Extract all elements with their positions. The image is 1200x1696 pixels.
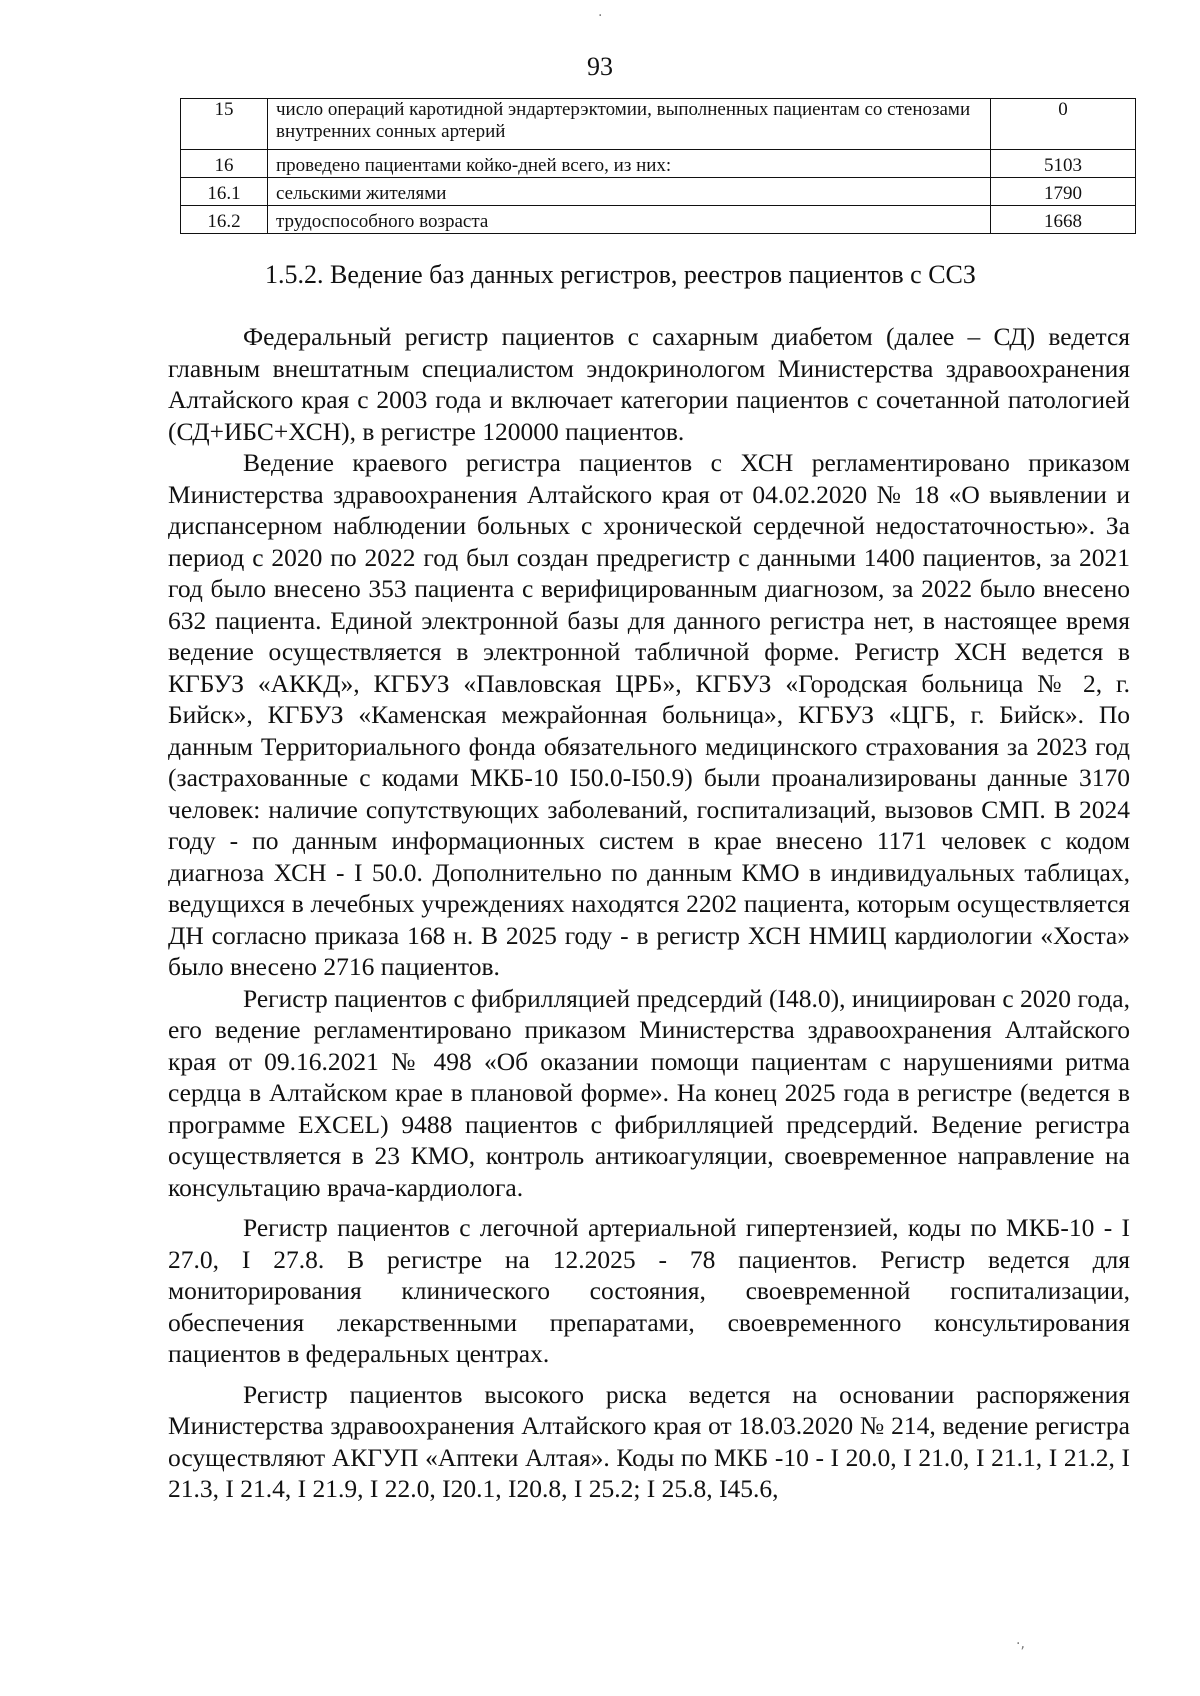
row-description: сельскими жителями: [268, 178, 991, 206]
statistics-table: [180, 98, 1136, 234]
scan-speck: ·: [598, 8, 603, 24]
paragraph-high-risk-registry: Регистр пациентов высокого риска ведется на основании распоряжения Министерства здравоохранения Алтайского края от 18.03.2020 № 214, ведение регистра осуществляют АКГУП «Аптеки Алтая». Коды по МКБ -10 - I 20.0, I 21.0, I 21.1, I 21.2, I 21.3, I 21.4, I 21.9, I 22.0, I20.1, I20.8, I 25.2; I 25.8, I45.6,: [168, 1379, 1130, 1503]
paragraph-pah-registry: Регистр пациентов с легочной артериальной гипертензией, коды по МКБ-10 - I 27.0, I 27.8. В регистре на 12.2025 - 78 пациентов. Регистр ведется для мониторирования клинического состояния, своевременной госпитализации, обеспечения лекарственными препаратами, своевременного консультирования пациентов в федеральных центрах.: [168, 1213, 1130, 1368]
scan-speck: ·,: [1016, 1636, 1025, 1652]
row-number: 16.2: [181, 206, 268, 234]
row-description: трудоспособного возраста: [268, 206, 991, 234]
table-row: [181, 206, 1136, 234]
body-text: [168, 321, 1130, 1505]
row-number: 16.1: [181, 178, 268, 206]
row-number: 16: [181, 150, 268, 178]
table-row: [181, 178, 1136, 206]
row-number: 15: [181, 99, 268, 150]
paragraph-chf-registry: Ведение краевого регистра пациентов с ХСН регламентировано приказом Министерства здравоохранения Алтайского края от 04.02.2020 № 18 «О выявлении и диспансерном наблюдении больных с хронической сердечной недостаточностью». За период с 2020 по 2022 год был создан предрегистр с данными 1400 пациентов, за 2021 год было внесено 353 пациента с верифицированным диагнозом, за 2022 было внесено 632 пациента. Единой электронной базы для данного регистра нет, в настоящее время ведение осуществляется в электронной табличной форме. Регистр ХСН ведется в КГБУЗ «АККД», КГБУЗ «Павловская ЦРБ», КГБУЗ «Городская больница № 2, г. Бийск», КГБУЗ «Каменская межрайонная больница», КГБУЗ «ЦГБ, г. Бийск». По данным Территориального фонда обязательного медицинского страхования за 2023 год (застрахованные с кодами МКБ-10 I50.0-I50.9) были проанализированы данные 3170 человек: наличие сопутствующих заболеваний, госпитализаций, вызовов СМП. В 2024 году - по данным информационных систем в крае внесено 1171 человек с кодом диагноза ХСН - I 50.0. Дополнительно по данным КМО в индивидуальных таблицах, ведущихся в лечебных учреждениях находятся 2202 пациента, которым осуществляется ДН согласно приказа 168 н. В 2025 году - в регистр ХСН НМИЦ кардиологии «Хоста» было внесено 2716 пациентов.: [168, 448, 1130, 981]
row-description: проведено пациентами койко-дней всего, из них:: [268, 150, 991, 178]
table-row: [181, 99, 1136, 150]
page-number: 93: [587, 52, 613, 81]
row-value: 1790: [991, 178, 1136, 206]
section-heading: 1.5.2. Ведение баз данных регистров, реестров пациентов с ССЗ: [265, 260, 976, 289]
row-description: число операций каротидной эндартерэктомии, выполненных пациентам со стенозами внутренних сонных артерий: [268, 99, 991, 150]
paragraph-diabetes-registry: Федеральный регистр пациентов с сахарным диабетом (далее – СД) ведется главным внештатным специалистом эндокринологом Министерства здравоохранения Алтайского края с 2003 года и включает категории пациентов с сочетанной патологией (СД+ИБС+ХСН), в регистре 120000 пациентов.: [168, 322, 1130, 446]
table-row: [181, 150, 1136, 178]
paragraph-af-registry: Регистр пациентов с фибрилляцией предсердий (I48.0), инициирован с 2020 года, его ведение регламентировано приказом Министерства здравоохранения Алтайского края от 09.16.2021 № 498 «Об оказании помощи пациентам с нарушениями ритма сердца в Алтайском крае в плановой форме». На конец 2025 года в регистре (ведется в программе EXCEL) 9488 пациентов с фибрилляцией предсердий. Ведение регистра осуществляется в 23 КМО, контроль антикоагуляции, своевременное направление на консультацию врача-кардиолога.: [168, 983, 1130, 1202]
row-value: 0: [991, 99, 1136, 150]
row-value: 5103: [991, 150, 1136, 178]
row-value: 1668: [991, 206, 1136, 234]
